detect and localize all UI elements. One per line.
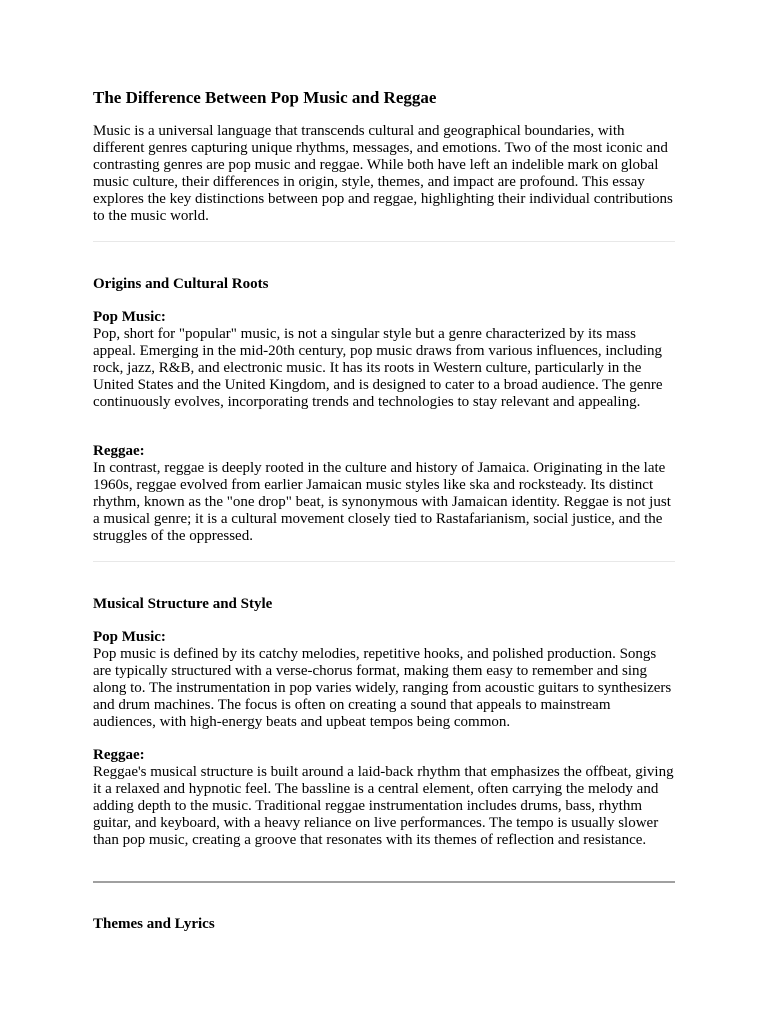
section-heading-themes: Themes and Lyrics [93,916,215,932]
pop-origins-paragraph: Pop, short for "popular" music, is not a singular style but a genre characterized by its mass appeal. Emerging in the mid-20th century, pop music draws from various influences, including rock, jazz, R&B, and electronic music. It has its roots in Western culture, particularly in the United States and the United Kingdom, and is designed to cater to a broad audience. The genre continuously evolves, incorporating trends and technologies to stay relevant and appealing. [93,325,663,410]
reggae-subheading: Reggae: [93,747,145,763]
page-title: The Difference Between Pop Music and Reggae [93,88,437,107]
pop-origins-block [93,309,675,410]
section-heading-origins: Origins and Cultural Roots [93,276,269,292]
pop-structure-block [93,629,675,730]
reggae-structure-block [93,747,675,848]
reggae-origins-block [93,443,675,544]
section-divider [93,561,675,562]
section-heading-structure: Musical Structure and Style [93,596,273,612]
section-divider [93,881,675,883]
reggae-subheading: Reggae: [93,443,145,459]
pop-music-subheading: Pop Music: [93,629,166,645]
section-divider [93,241,675,242]
intro-paragraph: Music is a universal language that transcends cultural and geographical boundaries, with different genres capturing unique rhythms, messages, and emotions. Two of the most iconic and contrasting genres are pop music and reggae. While both have left an indelible mark on global music culture, their differences in origin, style, themes, and impact are profound. This essay explores the key distinctions between pop and reggae, highlighting their individual contributions to the music world. [93,123,673,224]
pop-structure-paragraph: Pop music is defined by its catchy melodies, repetitive hooks, and polished production. Songs are typically structured with a verse-chorus format, making them easy to remember and sing along to. The instrumentation in pop varies widely, ranging from acoustic guitars to synthesizers and drum machines. The focus is often on creating a sound that appeals to mainstream audiences, with high-energy beats and upbeat tempos being common. [93,645,672,730]
reggae-structure-paragraph: Reggae's musical structure is built around a laid-back rhythm that emphasizes the offbeat, giving it a relaxed and hypnotic feel. The bassline is a central element, often carrying the melody and adding depth to the music. Traditional reggae instrumentation includes drums, bass, rhythm guitar, and keyboard, with a heavy reliance on live performances. The tempo is usually slower than pop music, creating a groove that resonates with its themes of reflection and resistance. [93,763,674,848]
pop-music-subheading: Pop Music: [93,309,166,325]
reggae-origins-paragraph: In contrast, reggae is deeply rooted in the culture and history of Jamaica. Originating in the late 1960s, reggae evolved from earlier Jamaican music styles like ska and rocksteady. Its distinct rhythm, known as the "one drop" beat, is synonymous with Jamaican identity. Reggae is not just a musical genre; it is a cultural movement closely tied to Rastafarianism, social justice, and the struggles of the oppressed. [93,459,671,544]
